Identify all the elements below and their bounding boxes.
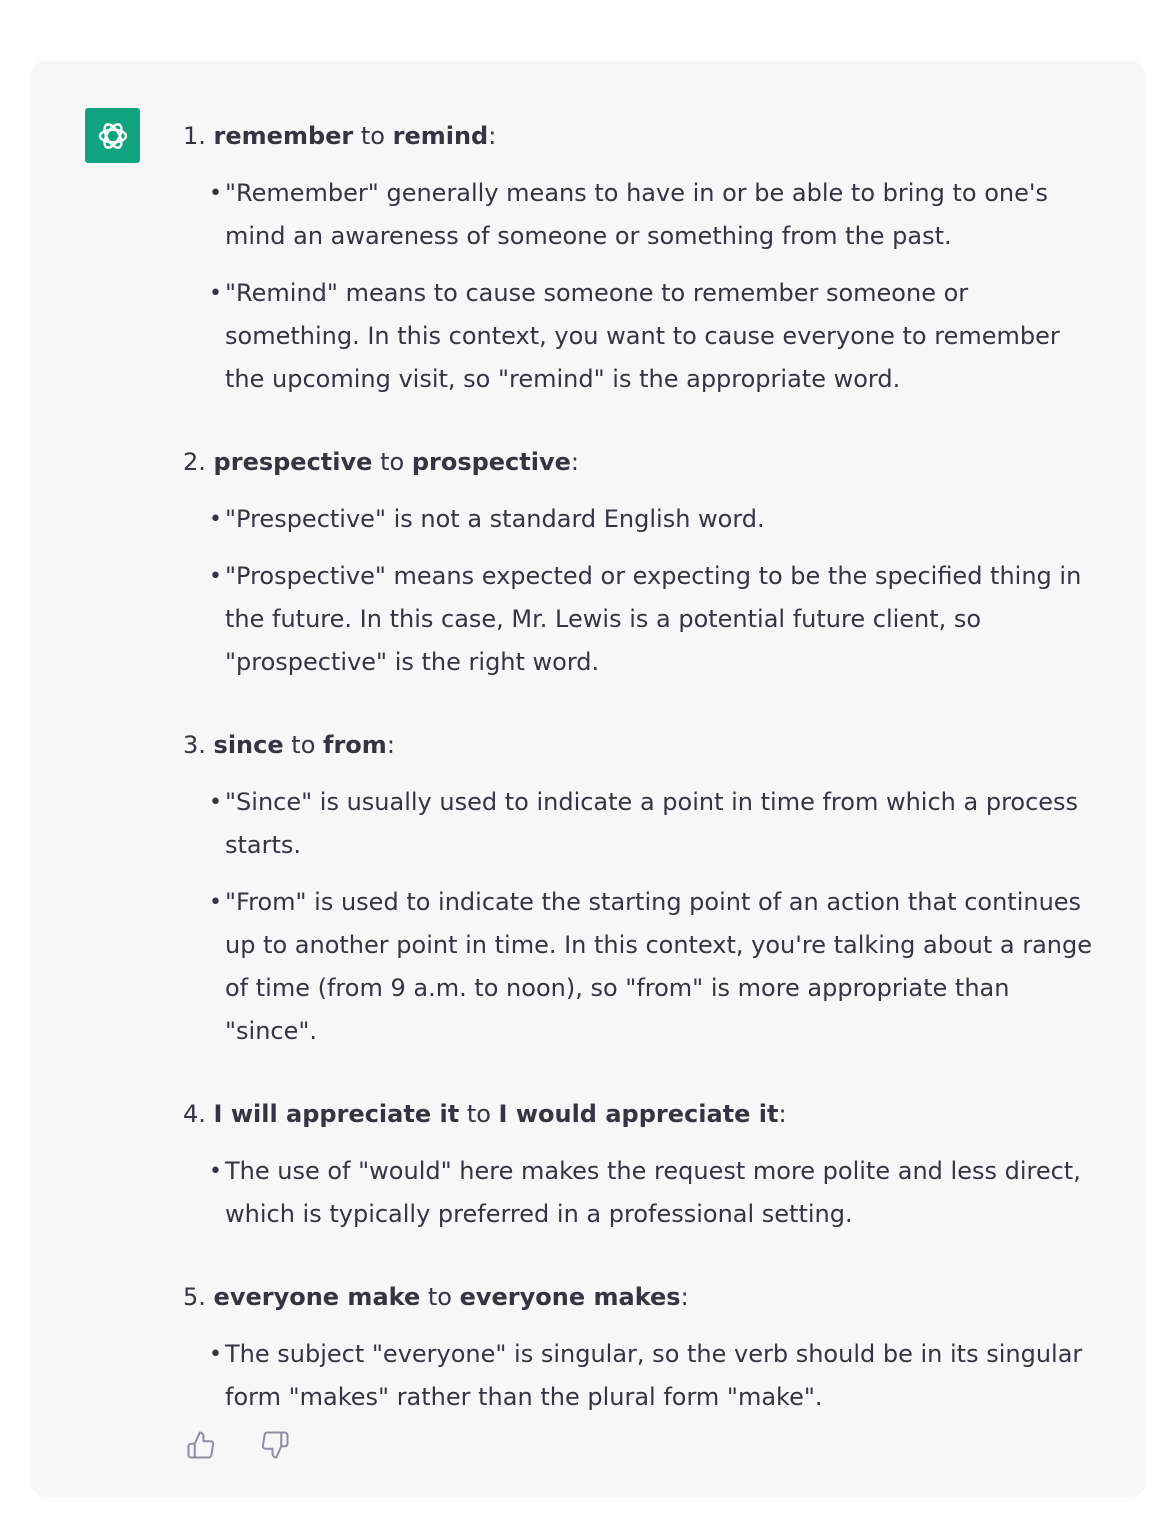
corrected-phrase: prospective — [411, 448, 571, 476]
thumbs-up-button[interactable] — [185, 1429, 217, 1461]
feedback-actions — [185, 1429, 291, 1461]
explanation-list — [183, 172, 1103, 401]
assistant-avatar — [85, 108, 140, 163]
explanation-bullet: • "Remember" generally means to have in or be able to bring to one's mind an awareness of someone or something from the past. — [183, 172, 1103, 258]
original-phrase: prespective — [213, 448, 373, 476]
correction-heading: 5. everyone make to everyone makes: — [183, 1283, 689, 1311]
explanation-bullet: • "Prospective" means expected or expecting to be the specified thing in the future. In this case, Mr. Lewis is a potential future client, so "prospective" is the right word. — [183, 555, 1103, 684]
original-phrase: everyone make — [213, 1283, 421, 1311]
explanation-bullet: • "Remind" means to cause someone to remember someone or something. In this context, you want to cause everyone to remember the upcoming visit, so "remind" is the appropriate word. — [183, 272, 1103, 401]
explanation-list — [183, 498, 1103, 684]
thumbs-down-button[interactable] — [259, 1429, 291, 1461]
explanation-bullet: • "From" is used to indicate the starting point of an action that continues up to another point in time. In this context, you're talking about a range of time (from 9 a.m. to noon), so "from" is more appropriate than "since". — [183, 881, 1103, 1053]
correction-item — [183, 441, 1103, 684]
correction-heading: 3. since to from: — [183, 731, 395, 759]
correction-item — [183, 1093, 1103, 1236]
message-content — [183, 115, 1103, 1419]
explanation-bullet: • The use of "would" here makes the request more polite and less direct, which is typically preferred in a professional setting. — [183, 1150, 1103, 1236]
correction-item — [183, 115, 1103, 401]
explanation-list — [183, 1333, 1103, 1419]
correction-item — [183, 724, 1103, 1053]
corrected-phrase: remind — [392, 122, 489, 150]
thumbs-down-icon — [260, 1430, 290, 1460]
original-phrase: remember — [213, 122, 354, 150]
correction-heading: 4. I will appreciate it to I would appreciate it: — [183, 1100, 787, 1128]
correction-heading: 1. remember to remind: — [183, 122, 497, 150]
thumbs-up-icon — [186, 1430, 216, 1460]
explanation-bullet: • The subject "everyone" is singular, so the verb should be in its singular form "makes" rather than the plural form "make". — [183, 1333, 1103, 1419]
explanation-bullet: • "Since" is usually used to indicate a point in time from which a process starts. — [183, 781, 1103, 867]
original-phrase: since — [213, 731, 284, 759]
original-phrase: I will appreciate it — [213, 1100, 460, 1128]
corrected-phrase: from — [323, 731, 387, 759]
correction-item — [183, 1276, 1103, 1419]
explanation-list — [183, 781, 1103, 1053]
correction-heading: 2. prespective to prospective: — [183, 448, 579, 476]
openai-logo-icon — [93, 116, 133, 156]
explanation-bullet: • "Prespective" is not a standard English word. — [183, 498, 1103, 541]
assistant-message-card — [31, 61, 1145, 1497]
explanation-list — [183, 1150, 1103, 1236]
corrected-phrase: everyone makes — [459, 1283, 681, 1311]
corrected-phrase: I would appreciate it — [498, 1100, 779, 1128]
